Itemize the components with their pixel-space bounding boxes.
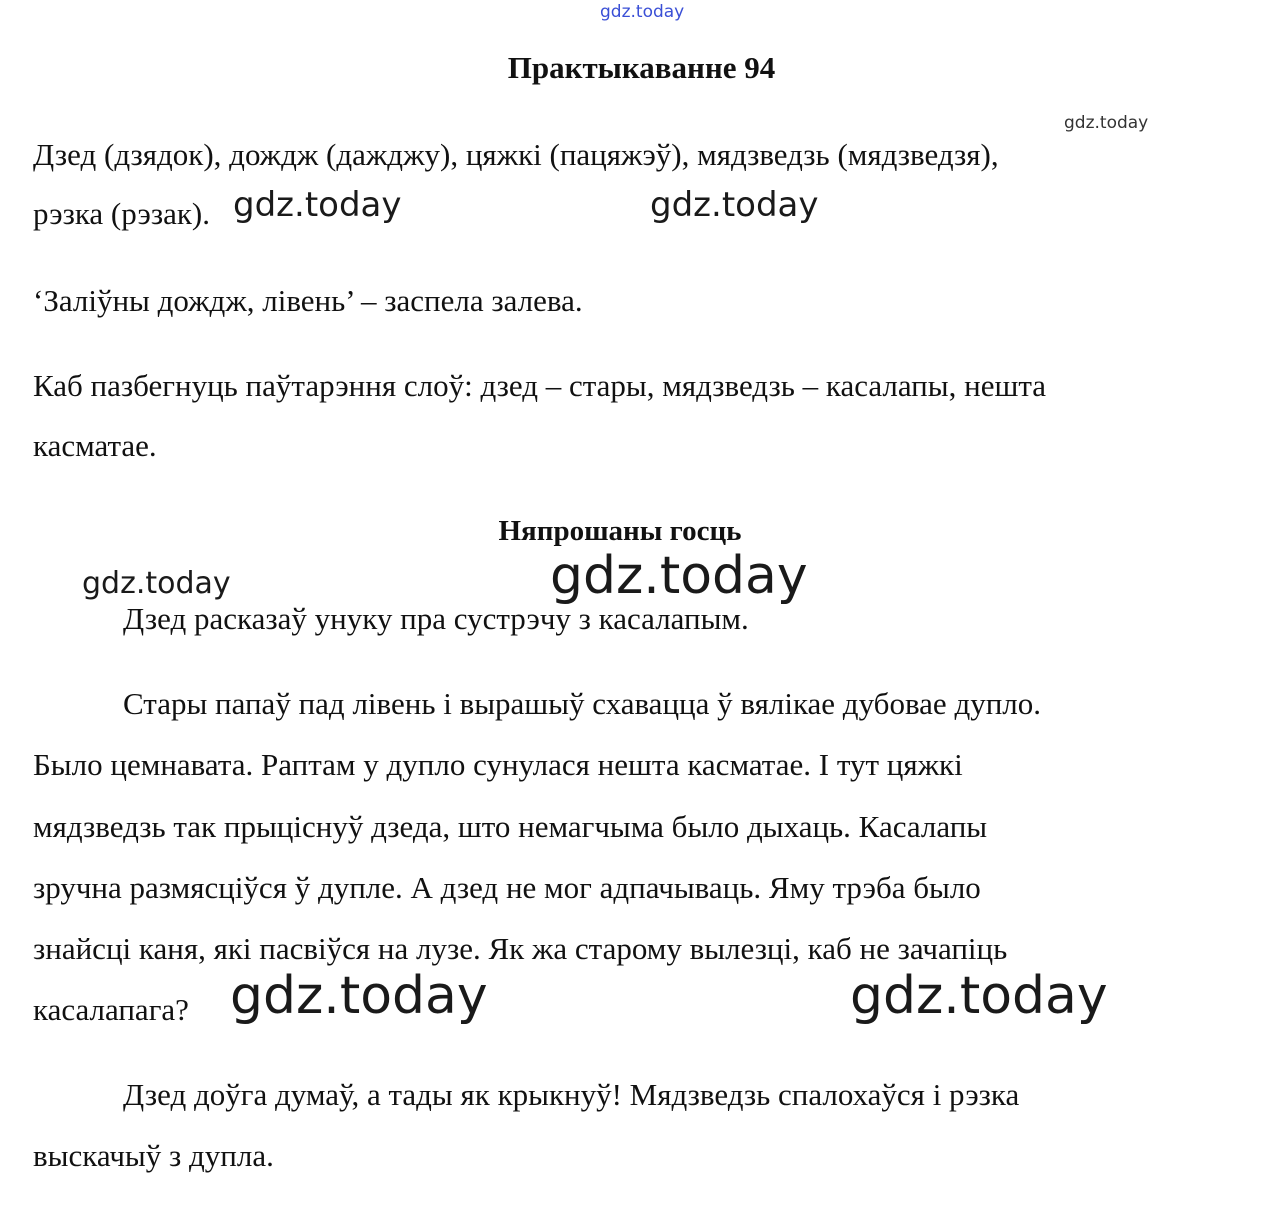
- story-p2-line-6: касалапага?: [33, 992, 189, 1027]
- watermark-line2-b: gdz.today: [650, 185, 819, 225]
- answer-line-1: Дзед (дзядок), дождж (дажджу), цяжкі (пацяжэў), мядзведзь (мядзведзя),: [33, 137, 999, 172]
- answer-line-2: рэзка (рэзак).: [33, 196, 210, 231]
- watermark-right-small: gdz.today: [1064, 113, 1149, 133]
- exercise-title: Практыкаванне 94: [507, 50, 776, 85]
- watermark-bottom-right-large: gdz.today: [850, 966, 1108, 1026]
- reason-line-2: касматае.: [33, 428, 157, 463]
- reason-line-1: Каб пазбегнуць паўтарэння слоў: дзед – стары, мядзведзь – касалапы, нешта: [33, 368, 1047, 403]
- watermark-bottom-left-large: gdz.today: [230, 966, 488, 1026]
- meaning-line: ‘Заліўны дождж, лівень’ – заспела залева.: [33, 283, 583, 318]
- story-p3-line-1: Дзед доўга думаў, а тады як крыкнуў! Мядзведзь спалохаўся і рэзка: [123, 1077, 1020, 1112]
- story-p2-line-3: мядзведзь так прыціснуў дзеда, што немагчыма было дыхаць. Касалапы: [33, 809, 988, 844]
- watermark-line2-a: gdz.today: [233, 185, 402, 225]
- story-p2-line-1: Стары папаў пад лівень і вырашыў схавацца ў вялікае дубовае дупло.: [123, 686, 1042, 721]
- story-p2-line-4: зручна размясціўся ў дупле. А дзед не мог адпачываць. Яму трэба было: [33, 870, 981, 905]
- story-title: Няпрошаны госць: [498, 515, 742, 547]
- watermark-top: gdz.today: [600, 2, 685, 22]
- story-p2-line-5: знайсці каня, які пасвіўся на лузе. Як жа старому вылезці, каб не зачапіць: [33, 931, 1008, 966]
- watermark-center-large: gdz.today: [550, 546, 808, 606]
- story-p3-line-2: выскачыў з дупла.: [33, 1138, 274, 1173]
- story-paragraph-1: Дзед расказаў унуку пра сустрэчу з касалапым.: [123, 601, 749, 636]
- story-p2-line-2: Было цемнавата. Раптам у дупло сунулася нешта касматае. І тут цяжкі: [33, 747, 963, 782]
- watermark-left-mid: gdz.today: [82, 566, 231, 601]
